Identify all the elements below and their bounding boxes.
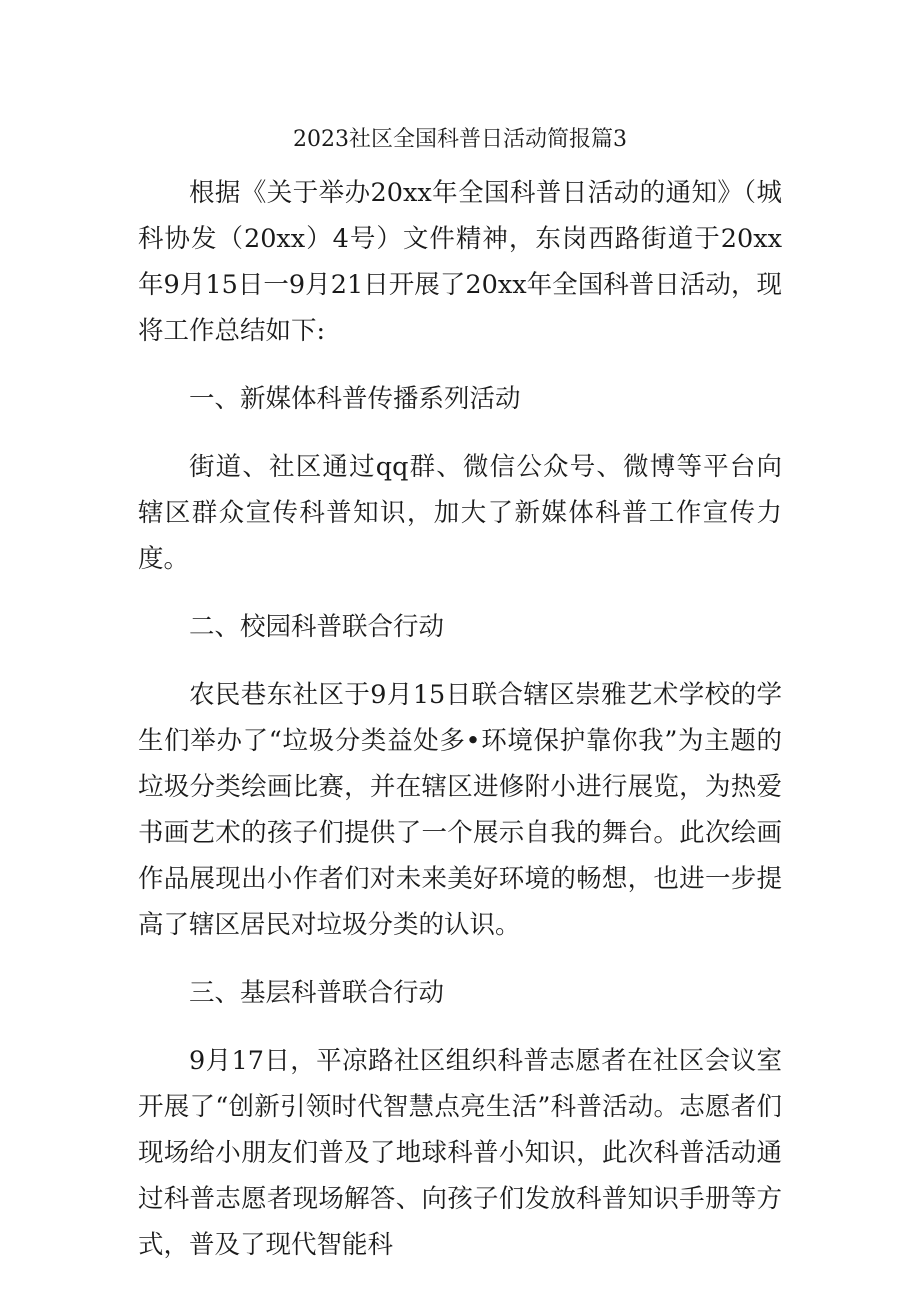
intro-paragraph: 根据《关于举办20xx年全国科普日活动的通知》（城科协发（20xx）4号）文件精神，东岗西路街道于20xx年9月15日一9月21日开展了20xx年全国科普日活动，现将工作总结如下: xyxy=(138,178,782,346)
section-body-1: 街道、社区通过qq群、微信公众号、微博等平台向辖区群众宣传科普知识，加大了新媒体科普工作宣传力度。 xyxy=(138,452,782,574)
section-heading-3: 三、基层科普联合行动 xyxy=(189,978,445,1008)
section-heading-1: 一、新媒体科普传播系列活动 xyxy=(189,384,521,414)
section-heading-2: 二、校园科普联合行动 xyxy=(189,612,445,642)
section-body-3: 9月17日，平凉路社区组织科普志愿者在社区会议室开展了“创新引领时代智慧点亮生活”科普活动。志愿者们现场给小朋友们普及了地球科普小知识，此次科普活动通过科普志愿者现场解答、向孩子们发放科普知识手册等方式，普及了现代智能科 xyxy=(138,1046,782,1260)
section-body-2: 农民巷东社区于9月15日联合辖区崇雅艺术学校的学生们举办了“垃圾分类益处多•环境保护靠你我”为主题的垃圾分类绘画比赛，并在辖区进修附小进行展览，为热爱书画艺术的孩子们提供了一个展示自我的舞台。此次绘画作品展现出小作者们对未来美好环境的畅想，也进一步提高了辖区居民对垃圾分类的认识。 xyxy=(138,680,782,940)
document-title: 2023社区全国科普日活动简报篇3 xyxy=(293,127,627,152)
